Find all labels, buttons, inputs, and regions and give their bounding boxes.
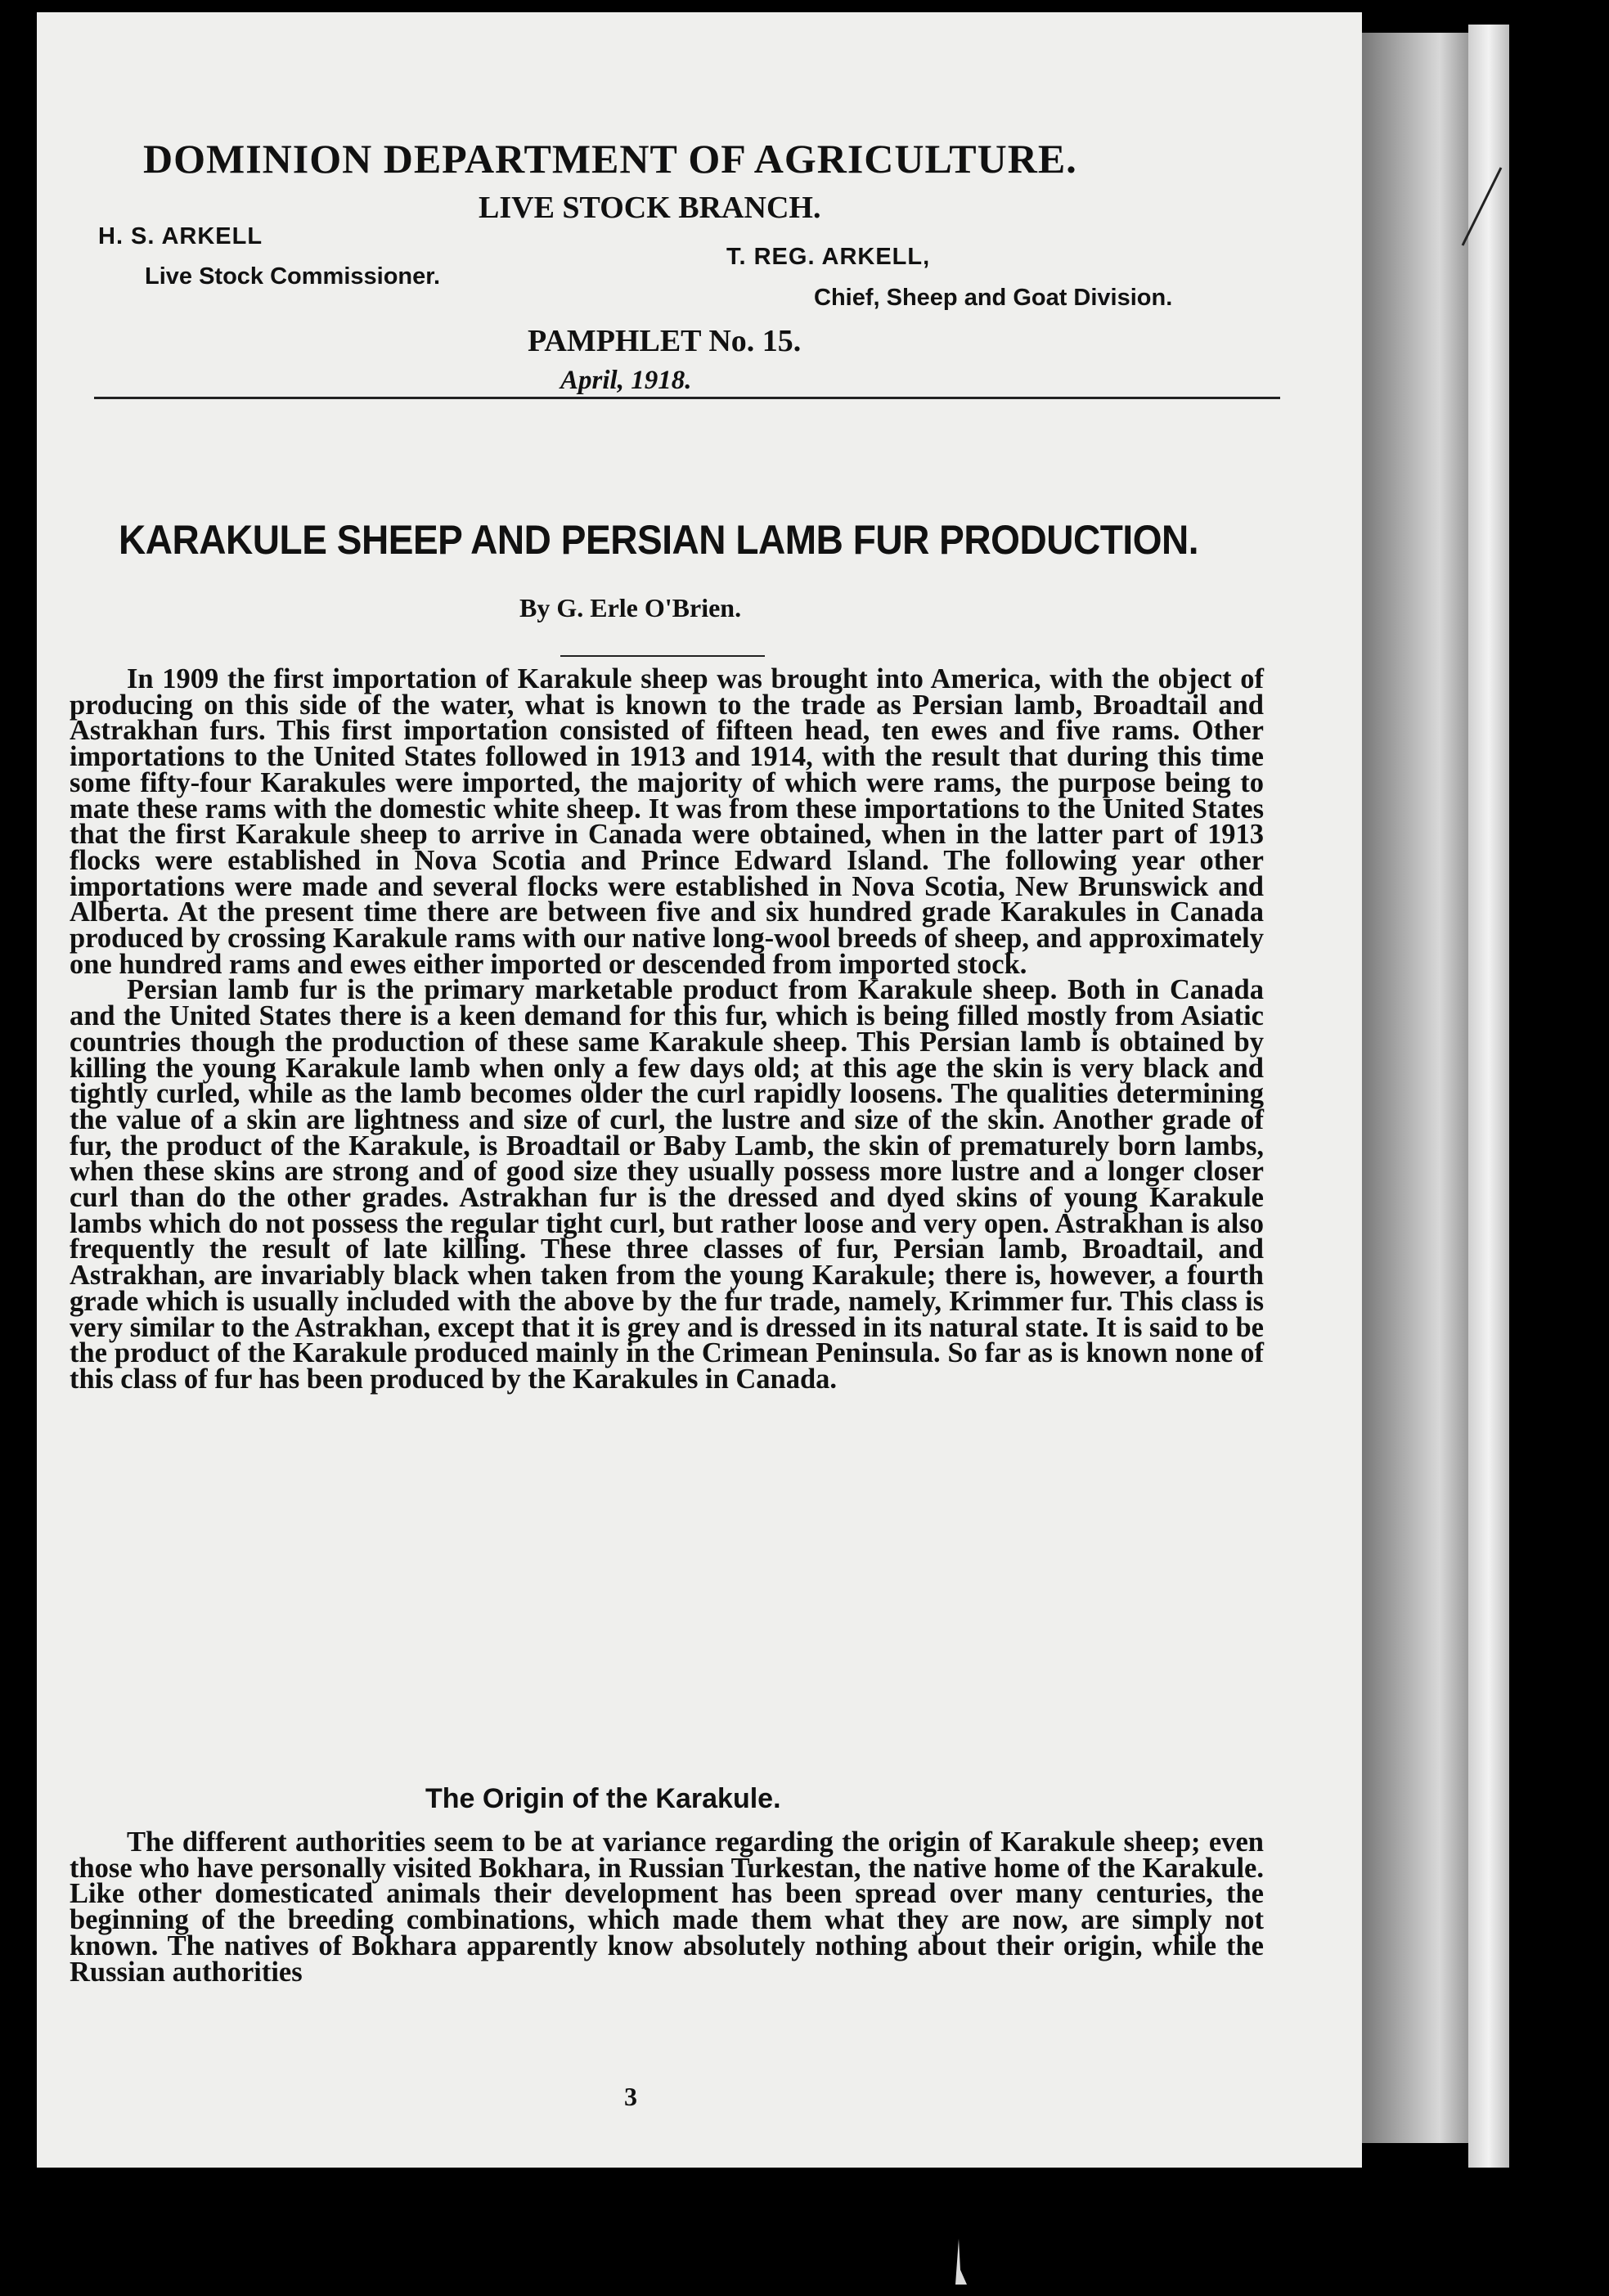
section-heading: The Origin of the Karakule. — [425, 1783, 781, 1814]
document-page — [37, 12, 1362, 2168]
article-title: KARAKULE SHEEP AND PERSIAN LAMB FUR PRODUCTION. — [119, 517, 1199, 563]
article-body — [70, 663, 1264, 1395]
commissioner-title: Live Stock Commissioner. — [145, 263, 441, 290]
division-chief-title: Chief, Sheep and Goat Division. — [814, 285, 1173, 311]
publication-date: April, 1918. — [560, 366, 692, 395]
pamphlet-number: PAMPHLET No. 15. — [528, 324, 802, 358]
paragraph-importation: In 1909 the first importation of Karakule sheep was brought into America, with the object of producing on this side of the water, what is known to the trade as Persian lamb, Broadtail and Astrakhan furs. This first importation consisted of fifteen head, ten ewes and five rams. Other importations to the United States followed in 1913 and 1914, with the result that during this time some fifty-four Karakules were imported, the majority of which were rams, the purpose being to mate these rams with the domestic white sheep. It was from these importations to the United States that the first Karakule sheep to arrive in Canada were obtained, when in the latter part of 1913 flocks were established in Nova Scotia and Prince Edward Island. The following year other importations were made and several flocks were established in Nova Scotia, New Brunswick and Alberta. At the present time there are between five and six hundred grade Karakules in Canada produced by crossing Karakule rams with our native long-wool breeds of sheep, and approximately one hundred rams and ewes either imported or descended from imported stock. — [70, 663, 1264, 980]
department-heading: DOMINION DEPARTMENT OF AGRICULTURE. — [143, 136, 1077, 182]
page-gutter-shadow — [1354, 33, 1468, 2143]
pen-stroke-mark — [1456, 164, 1505, 254]
bottom-edge-mark — [949, 2237, 973, 2286]
commissioner-name: H. S. ARKELL — [98, 223, 263, 249]
branch-heading: LIVE STOCK BRANCH. — [479, 191, 821, 225]
division-chief-name: T. REG. ARKELL, — [726, 244, 931, 270]
page-edge-strip — [1468, 25, 1509, 2168]
section-body — [70, 1826, 1264, 1988]
paragraph-origin: The different authorities seem to be at variance regarding the origin of Karakule sheep; even those who have personally visited Bokhara, in Russian Turkestan, the native home of the Karakule. Like other domesticated animals their development has been spread over many centuries, the beginning of the breeding combinations, which made them what they are now, are simply not known. The natives of Bokhara apparently know absolutely nothing about their origin, while the Russian authorities — [70, 1826, 1264, 1988]
article-byline: By G. Erle O'Brien. — [519, 593, 742, 622]
title-divider — [560, 655, 765, 657]
paragraph-fur-grades: Persian lamb fur is the primary marketable product from Karakule sheep. Both in Canada and the United States there is a keen demand for this fur, which is being filled mostly from Asiatic countries though the production of these same Karakule sheep. This Persian lamb is obtained by killing the young Karakule lamb when only a few days old; at this age the skin is very black and tightly curled, while as the lamb becomes older the curl rapidly loosens. The qualities determining the value of a skin are lightness and size of curl, the lustre and size of the skin. Another grade of fur, the product of the Karakule, is Broadtail or Baby Lamb, the skin of prematurely born lambs, when these skins are strong and of good size they usually possess more lustre and a longer closer curl than do the other grades. Astrakhan fur is the dressed and dyed skins of young Karakule lambs which do not possess the regular tight curl, but rather loose and very open. Astrakhan is also frequently the result of late killing. These three classes of fur, Persian lamb, Broadtail, and Astrakhan, are invariably black when taken from the young Karakule; there is, however, a fourth grade which is usually included with the above by the fur trade, namely, Krimmer fur. This class is very similar to the Astrakhan, except that it is grey and is dressed in its natural state. It is said to be the product of the Karakule produced mainly in the Crimean Peninsula. So far as is known none of this class of fur has been produced by the Karakules in Canada. — [70, 974, 1264, 1395]
header-divider — [94, 397, 1280, 399]
page-number: 3 — [624, 2082, 637, 2111]
